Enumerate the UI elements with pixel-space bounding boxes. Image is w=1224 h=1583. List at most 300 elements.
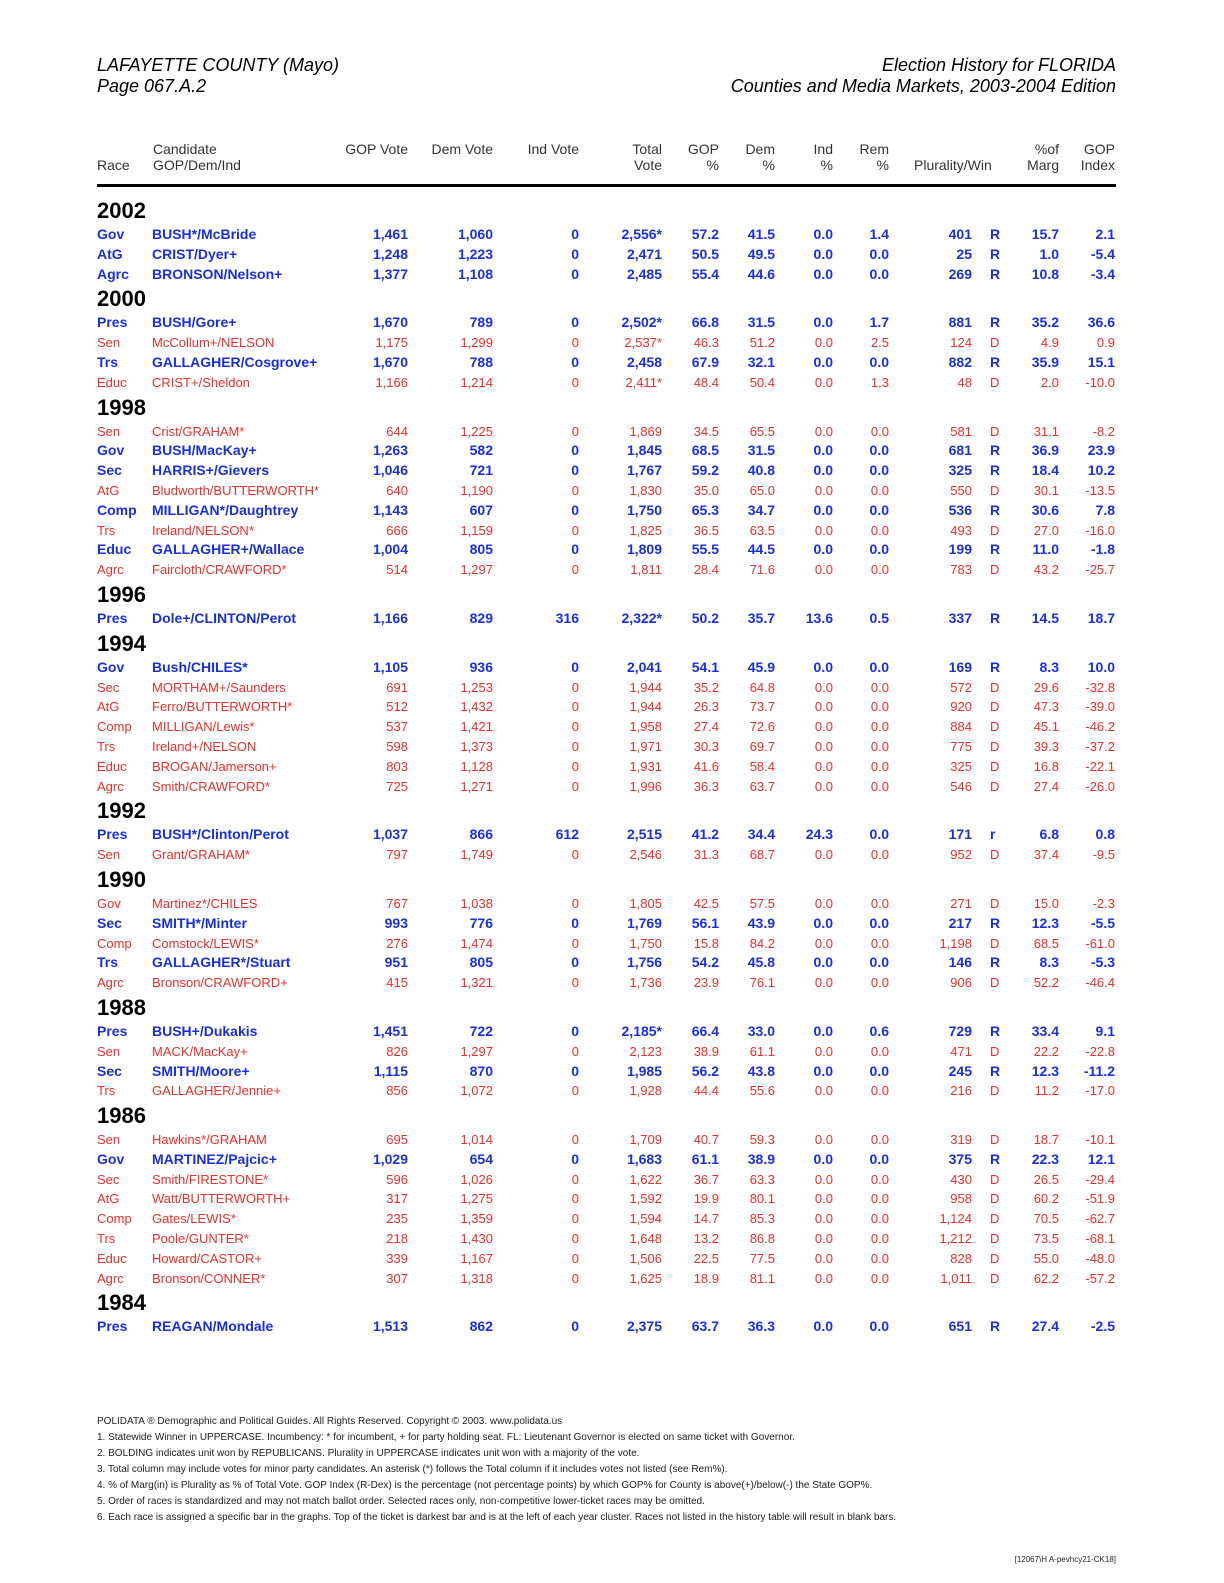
cell-plurality: 245 — [948, 1062, 972, 1079]
cell-candidates: Ireland+/NELSON — [152, 738, 257, 754]
cell-gop-pct: 13.2 — [693, 1231, 719, 1247]
table-row — [0, 265, 1224, 285]
cell-race: Pres — [97, 609, 128, 626]
table-row — [0, 757, 1224, 777]
cell-ind-vote: 0 — [571, 954, 579, 971]
cell-ind-pct: 0.0 — [814, 522, 833, 538]
table-row — [0, 1209, 1224, 1229]
cell-dem-vote: 1,253 — [460, 679, 493, 695]
cell-gop-index: -57.2 — [1085, 1270, 1115, 1286]
cell-gop-pct: 56.2 — [691, 1062, 719, 1079]
cell-gop-vote: 951 — [384, 954, 408, 971]
cell-rem-pct: 0.0 — [869, 442, 889, 459]
table-row — [0, 225, 1224, 245]
cell-dem-vote: 789 — [469, 314, 493, 331]
cell-ind-pct: 0.0 — [814, 562, 833, 578]
cell-winner: D — [990, 374, 1000, 390]
year-heading: 2000 — [97, 286, 146, 312]
table-row — [0, 1022, 1224, 1042]
cell-gop-pct: 22.5 — [693, 1250, 719, 1266]
cell-gop-pct: 66.8 — [691, 314, 719, 331]
cell-gop-vote: 537 — [386, 719, 408, 735]
cell-gop-index: -51.9 — [1085, 1191, 1115, 1207]
cell-ind-vote: 0 — [571, 482, 579, 498]
cell-gop-vote: 415 — [386, 975, 408, 991]
cell-gop-pct: 46.3 — [693, 335, 719, 351]
cell-ind-vote: 0 — [571, 501, 579, 518]
cell-race: AtG — [97, 699, 120, 715]
cell-total-vote: 1,944 — [629, 679, 662, 695]
cell-race: Gov — [97, 658, 125, 675]
cell-winner: D — [990, 423, 1000, 439]
cell-ind-vote: 0 — [571, 1191, 579, 1207]
cell-race: Trs — [97, 522, 116, 538]
cell-gop-vote: 666 — [386, 522, 408, 538]
cell-race: Trs — [97, 738, 116, 754]
cell-dem-pct: 57.5 — [749, 895, 775, 911]
cell-plurality: 952 — [950, 847, 972, 863]
cell-race: Gov — [97, 1150, 125, 1167]
col-dem-pct: Dem % — [745, 141, 775, 173]
cell-candidates: BROGAN/Jamerson+ — [152, 758, 277, 774]
cell-gop-pct: 50.5 — [691, 245, 719, 262]
cell-gop-vote: 1,004 — [372, 541, 408, 558]
cell-rem-pct: 0.0 — [869, 1150, 889, 1167]
cell-dem-pct: 63.3 — [749, 1171, 775, 1187]
cell-gop-pct: 54.2 — [691, 954, 719, 971]
header-rule — [97, 184, 1116, 187]
doc-subtitle: Counties and Media Markets, 2003-2004 Edition — [730, 76, 1116, 96]
cell-rem-pct: 0.0 — [869, 245, 889, 262]
cell-candidates: Gates/LEWIS* — [152, 1211, 236, 1227]
cell-plurality: 217 — [948, 914, 972, 931]
cell-plurality: 325 — [948, 462, 972, 479]
cell-race: Gov — [97, 442, 125, 459]
cell-gop-pct: 36.5 — [693, 522, 719, 538]
cell-winner: R — [990, 314, 1001, 331]
cell-gop-pct: 41.6 — [693, 758, 719, 774]
cell-plurality: 169 — [948, 658, 972, 675]
cell-dem-vote: 582 — [469, 442, 493, 459]
cell-ind-vote: 0 — [571, 778, 579, 794]
cell-race: Pres — [97, 1318, 128, 1335]
cell-ind-vote: 0 — [571, 1132, 579, 1148]
table-row — [0, 934, 1224, 954]
cell-plurality: 881 — [948, 314, 972, 331]
cell-ind-vote: 0 — [571, 679, 579, 695]
cell-pct-marg: 55.0 — [1033, 1250, 1059, 1266]
cell-total-vote: 1,944 — [629, 699, 662, 715]
cell-winner: R — [990, 245, 1001, 262]
cell-candidates: MORTHAM+/Saunders — [152, 679, 286, 695]
cell-race: Trs — [97, 1231, 116, 1247]
cell-rem-pct: 0.0 — [870, 1171, 889, 1187]
cell-dem-pct: 65.0 — [749, 482, 775, 498]
cell-plurality: 271 — [950, 895, 972, 911]
cell-gop-vote: 235 — [386, 1211, 408, 1227]
year-heading: 1988 — [97, 994, 146, 1020]
cell-gop-index: 9.1 — [1095, 1022, 1115, 1039]
cell-plurality: 884 — [950, 719, 972, 735]
cell-total-vote: 1,825 — [629, 522, 662, 538]
cell-ind-pct: 0.0 — [814, 1270, 833, 1286]
cell-candidates: BUSH/MacKay+ — [152, 442, 257, 459]
cell-total-vote: 2,322* — [621, 609, 662, 626]
cell-candidates: Howard/CASTOR+ — [152, 1250, 262, 1266]
cell-candidates: HARRIS+/Gievers — [152, 462, 270, 479]
cell-ind-vote: 0 — [571, 423, 579, 439]
cell-ind-pct: 0.0 — [814, 738, 833, 754]
table-row — [0, 1081, 1224, 1101]
cell-total-vote: 1,594 — [629, 1211, 662, 1227]
cell-candidates: SMITH/Moore+ — [152, 1062, 250, 1079]
cell-gop-index: -46.2 — [1085, 719, 1115, 735]
cell-candidates: Bush/CHILES* — [152, 658, 248, 675]
cell-ind-pct: 0.0 — [813, 1150, 833, 1167]
cell-gop-index: -46.4 — [1085, 975, 1115, 991]
cell-race: Sen — [97, 847, 121, 863]
cell-ind-pct: 0.0 — [814, 975, 833, 991]
cell-gop-vote: 1,451 — [372, 1022, 408, 1039]
cell-winner: D — [990, 679, 1000, 695]
cell-candidates: Ireland/NELSON* — [152, 522, 254, 538]
cell-ind-pct: 0.0 — [813, 1022, 833, 1039]
cell-gop-index: -61.0 — [1085, 935, 1115, 951]
cell-dem-pct: 45.9 — [747, 658, 775, 675]
cell-pct-marg: 11.2 — [1034, 1083, 1059, 1099]
cell-total-vote: 2,185* — [621, 1022, 662, 1039]
cell-dem-vote: 1,159 — [460, 522, 493, 538]
cell-ind-pct: 0.0 — [814, 1132, 833, 1148]
cell-ind-vote: 0 — [571, 719, 579, 735]
cell-race: Pres — [97, 314, 128, 331]
cell-total-vote: 1,958 — [629, 719, 662, 735]
cell-dem-pct: 38.9 — [747, 1150, 775, 1167]
cell-dem-pct: 44.5 — [747, 541, 775, 558]
cell-rem-pct: 0.0 — [869, 501, 889, 518]
cell-total-vote: 1,592 — [629, 1191, 662, 1207]
table-row — [0, 697, 1224, 717]
cell-candidates: Bronson/CRAWFORD+ — [152, 975, 288, 991]
table-row — [0, 1150, 1224, 1170]
cell-ind-pct: 0.0 — [813, 914, 833, 931]
cell-dem-vote: 1,474 — [460, 935, 493, 951]
cell-rem-pct: 0.0 — [870, 778, 889, 794]
cell-rem-pct: 0.0 — [869, 658, 889, 675]
cell-winner: R — [990, 353, 1001, 370]
cell-gop-pct: 36.7 — [693, 1171, 719, 1187]
col-total-vote: Total Vote — [632, 141, 662, 173]
cell-race: Sen — [97, 1043, 121, 1059]
cell-dem-pct: 76.1 — [749, 975, 775, 991]
cell-dem-vote: 607 — [469, 501, 493, 518]
table-row — [0, 845, 1224, 865]
cell-gop-pct: 19.9 — [693, 1191, 719, 1207]
cell-total-vote: 1,869 — [629, 423, 662, 439]
col-gop-index: GOP Index — [1080, 141, 1115, 173]
cell-pct-marg: 68.5 — [1033, 935, 1059, 951]
cell-total-vote: 2,502* — [621, 314, 662, 331]
cell-gop-index: -5.3 — [1090, 954, 1115, 971]
cell-dem-pct: 31.5 — [747, 442, 775, 459]
cell-dem-vote: 1,214 — [460, 374, 493, 390]
cell-plurality: 337 — [948, 609, 972, 626]
cell-gop-index: -5.5 — [1090, 914, 1115, 931]
table-row — [0, 894, 1224, 914]
cell-ind-vote: 0 — [571, 442, 579, 459]
cell-plurality: 216 — [950, 1083, 972, 1099]
cell-gop-vote: 826 — [386, 1043, 408, 1059]
cell-dem-pct: 51.2 — [749, 335, 775, 351]
cell-candidates: CRIST/Dyer+ — [152, 245, 238, 262]
cell-pct-marg: 60.2 — [1033, 1191, 1059, 1207]
cell-ind-pct: 13.6 — [805, 609, 833, 626]
cell-dem-pct: 81.1 — [749, 1270, 775, 1286]
cell-plurality: 651 — [948, 1318, 972, 1335]
cell-total-vote: 1,809 — [626, 541, 662, 558]
cell-gop-vote: 596 — [386, 1171, 408, 1187]
cell-ind-vote: 0 — [571, 1231, 579, 1247]
cell-plurality: 1,011 — [940, 1270, 972, 1286]
cell-total-vote: 1,767 — [626, 462, 662, 479]
cell-pct-marg: 15.7 — [1031, 226, 1059, 242]
cell-candidates: REAGAN/Mondale — [152, 1318, 274, 1335]
cell-race: Educ — [97, 374, 127, 390]
cell-winner: R — [990, 914, 1001, 931]
table-row — [0, 441, 1224, 461]
cell-winner: R — [990, 541, 1001, 558]
cell-gop-index: -10.1 — [1085, 1132, 1115, 1148]
cell-winner: R — [990, 1062, 1001, 1079]
cell-total-vote: 1,811 — [630, 562, 662, 578]
cell-winner: D — [990, 1191, 1000, 1207]
cell-plurality: 1,198 — [939, 935, 972, 951]
footnotes — [97, 1414, 1127, 1526]
cell-winner: D — [990, 1043, 1000, 1059]
cell-candidates: Hawkins*/GRAHAM — [152, 1132, 267, 1148]
cell-plurality: 471 — [950, 1043, 972, 1059]
cell-winner: D — [990, 935, 1000, 951]
cell-dem-vote: 1,108 — [457, 265, 493, 282]
cell-gop-vote: 1,037 — [372, 826, 408, 843]
cell-gop-vote: 644 — [386, 423, 408, 439]
cell-pct-marg: 14.5 — [1031, 609, 1059, 626]
cell-total-vote: 1,506 — [629, 1250, 662, 1266]
cell-winner: R — [990, 442, 1001, 459]
cell-plurality: 199 — [948, 541, 972, 558]
cell-winner: D — [990, 482, 1000, 498]
col-candidate: Candidate GOP/Dem/Ind — [153, 141, 241, 173]
cell-plurality: 48 — [957, 374, 972, 390]
cell-gop-vote: 640 — [386, 482, 408, 498]
cell-rem-pct: 1.3 — [870, 374, 889, 390]
page-header-left — [97, 55, 339, 97]
cell-winner: R — [990, 1150, 1001, 1167]
cell-plurality: 729 — [948, 1022, 972, 1039]
cell-gop-index: 12.1 — [1087, 1150, 1115, 1167]
cell-ind-pct: 0.0 — [814, 895, 833, 911]
cell-gop-index: 15.1 — [1087, 353, 1115, 370]
footnote-line: 4. % of Marg(in) is Plurality as % of Total Vote. GOP Index (R-Dex) is the percentage (not percentage points) by which GOP% for County is above(+)/below(-) the State GOP%. — [97, 1480, 873, 1491]
cell-gop-pct: 26.3 — [693, 699, 719, 715]
cell-race: Comp — [97, 935, 132, 951]
cell-pct-marg: 26.5 — [1033, 1171, 1059, 1187]
cell-gop-pct: 41.2 — [691, 826, 719, 843]
cell-total-vote: 2,515 — [626, 826, 662, 843]
cell-candidates: Crist/GRAHAM* — [152, 423, 245, 439]
cell-ind-pct: 0.0 — [814, 335, 833, 351]
cell-winner: D — [990, 1171, 1000, 1187]
cell-candidates: Watt/BUTTERWORTH+ — [152, 1191, 291, 1207]
cell-rem-pct: 0.0 — [870, 1231, 889, 1247]
cell-gop-pct: 18.9 — [693, 1270, 719, 1286]
cell-gop-vote: 1,670 — [372, 353, 408, 370]
cell-gop-index: -32.8 — [1085, 679, 1115, 695]
cell-ind-vote: 0 — [571, 226, 579, 242]
cell-pct-marg: 18.4 — [1031, 462, 1059, 479]
cell-gop-vote: 1,046 — [372, 462, 408, 479]
footnote-line: 3. Total column may include votes for minor party candidates. An asterisk (*) follows the Total column if it includes votes not listed (see Rem%). — [97, 1464, 728, 1475]
cell-pct-marg: 4.9 — [1040, 335, 1059, 351]
cell-total-vote: 1,805 — [629, 895, 662, 911]
table-row — [0, 737, 1224, 757]
cell-rem-pct: 0.0 — [870, 1211, 889, 1227]
cell-dem-vote: 1,421 — [460, 719, 493, 735]
cell-winner: D — [990, 847, 1000, 863]
cell-ind-pct: 0.0 — [814, 423, 833, 439]
cell-rem-pct: 0.0 — [870, 679, 889, 695]
cell-candidates: Comstock/LEWIS* — [152, 935, 259, 951]
cell-gop-vote: 339 — [386, 1250, 408, 1266]
cell-ind-pct: 0.0 — [813, 501, 833, 518]
cell-ind-pct: 0.0 — [814, 1171, 833, 1187]
cell-plurality: 493 — [950, 522, 972, 538]
year-heading: 1992 — [97, 798, 146, 824]
cell-ind-vote: 0 — [571, 1043, 579, 1059]
table-row — [0, 353, 1224, 373]
cell-gop-index: -16.0 — [1085, 522, 1115, 538]
cell-ind-vote: 0 — [571, 1150, 579, 1167]
cell-winner: R — [990, 658, 1001, 675]
cell-dem-vote: 805 — [469, 541, 493, 558]
cell-ind-vote: 0 — [571, 245, 579, 262]
cell-gop-index: -39.0 — [1085, 699, 1115, 715]
cell-gop-vote: 803 — [386, 758, 408, 774]
cell-dem-pct: 85.3 — [749, 1211, 775, 1227]
cell-ind-pct: 0.0 — [814, 374, 833, 390]
cell-pct-marg: 45.1 — [1033, 719, 1059, 735]
cell-ind-vote: 0 — [571, 1083, 579, 1099]
cell-rem-pct: 0.0 — [870, 1191, 889, 1207]
cell-gop-pct: 15.8 — [693, 935, 719, 951]
cell-plurality: 958 — [950, 1191, 972, 1207]
col-ind-vote: Ind Vote — [527, 141, 579, 157]
year-heading: 1984 — [97, 1290, 146, 1316]
cell-rem-pct: 0.0 — [870, 1250, 889, 1266]
cell-ind-pct: 0.0 — [814, 1250, 833, 1266]
cell-dem-vote: 1,271 — [460, 778, 493, 794]
cell-pct-marg: 43.2 — [1033, 562, 1059, 578]
cell-plurality: 146 — [948, 954, 972, 971]
cell-race: Gov — [97, 895, 121, 911]
cell-dem-vote: 1,297 — [460, 1043, 493, 1059]
col-dem-vote: Dem Vote — [431, 141, 493, 157]
table-row — [0, 1042, 1224, 1062]
cell-ind-pct: 0.0 — [813, 442, 833, 459]
cell-pct-marg: 18.7 — [1033, 1132, 1059, 1148]
cell-gop-index: 10.0 — [1087, 658, 1115, 675]
table-row — [0, 658, 1224, 678]
cell-gop-vote: 514 — [386, 562, 408, 578]
cell-winner: D — [990, 1132, 1000, 1148]
cell-ind-vote: 0 — [571, 522, 579, 538]
table-row — [0, 333, 1224, 353]
cell-rem-pct: 0.0 — [870, 1043, 889, 1059]
cell-dem-vote: 1,190 — [460, 482, 493, 498]
cell-gop-vote: 1,166 — [372, 609, 408, 626]
cell-ind-pct: 0.0 — [814, 699, 833, 715]
cell-dem-pct: 77.5 — [749, 1250, 775, 1266]
cell-rem-pct: 0.0 — [870, 1270, 889, 1286]
col-ind-pct: Ind % — [813, 141, 833, 173]
cell-gop-index: -68.1 — [1085, 1231, 1115, 1247]
cell-ind-pct: 0.0 — [814, 1083, 833, 1099]
cell-total-vote: 2,556* — [621, 226, 662, 242]
cell-race: Sen — [97, 423, 121, 439]
cell-ind-pct: 0.0 — [813, 954, 833, 971]
year-heading: 1998 — [97, 394, 146, 420]
cell-pct-marg: 6.8 — [1039, 826, 1059, 843]
cell-total-vote: 1,622 — [629, 1171, 662, 1187]
table-row — [0, 501, 1224, 521]
cell-total-vote: 1,750 — [626, 501, 662, 518]
cell-race: Pres — [97, 826, 128, 843]
cell-gop-vote: 695 — [386, 1132, 408, 1148]
doc-title: Election History for FLORIDA — [881, 55, 1116, 75]
cell-dem-vote: 870 — [469, 1062, 493, 1079]
cell-pct-marg: 70.5 — [1033, 1211, 1059, 1227]
cell-pct-marg: 1.0 — [1039, 245, 1059, 262]
year-heading: 1990 — [97, 866, 146, 892]
table-row — [0, 521, 1224, 541]
cell-gop-index: -17.0 — [1085, 1083, 1115, 1099]
cell-dem-pct: 31.5 — [747, 314, 775, 331]
cell-gop-vote: 1,263 — [372, 442, 408, 459]
cell-winner: R — [990, 501, 1001, 518]
cell-race: Sec — [97, 679, 120, 695]
cell-gop-pct: 61.1 — [691, 1150, 719, 1167]
cell-winner: R — [990, 954, 1001, 971]
year-heading: 1986 — [97, 1103, 146, 1129]
cell-ind-pct: 0.0 — [814, 1191, 833, 1207]
cell-dem-vote: 1,299 — [460, 335, 493, 351]
cell-dem-pct: 55.6 — [749, 1083, 775, 1099]
cell-winner: D — [990, 1083, 1000, 1099]
cell-dem-vote: 1,026 — [460, 1171, 493, 1187]
cell-gop-vote: 725 — [386, 778, 408, 794]
cell-dem-vote: 1,060 — [457, 226, 493, 242]
cell-plurality: 681 — [948, 442, 972, 459]
cell-candidates: BUSH+/Dukakis — [152, 1022, 258, 1039]
cell-dem-vote: 1,749 — [460, 847, 493, 863]
election-table — [0, 196, 1224, 1337]
cell-candidates: GALLAGHER+/Wallace — [152, 541, 305, 558]
cell-ind-pct: 0.0 — [814, 1043, 833, 1059]
cell-plurality: 920 — [950, 699, 972, 715]
table-row — [0, 973, 1224, 993]
cell-ind-vote: 0 — [571, 1211, 579, 1227]
cell-pct-marg: 12.3 — [1031, 914, 1059, 931]
